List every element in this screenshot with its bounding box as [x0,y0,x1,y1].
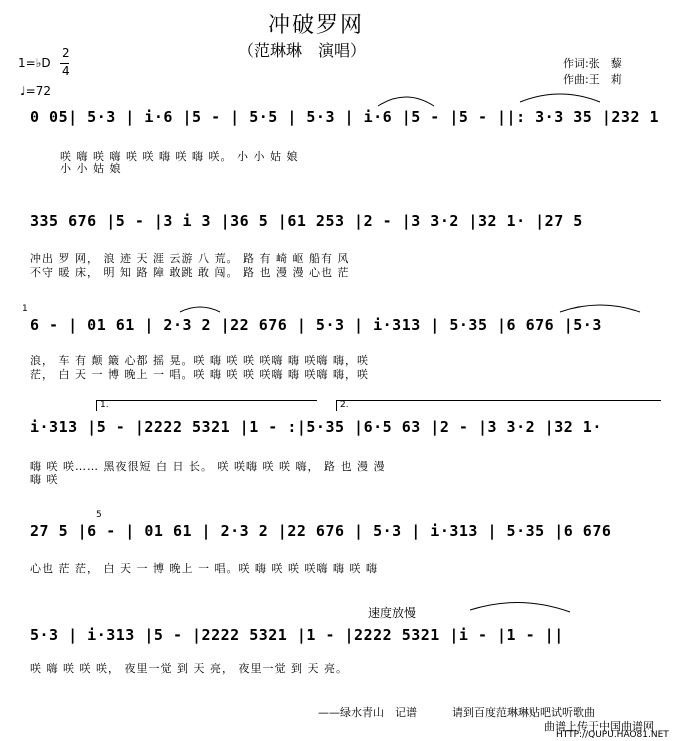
tempo-marking: ♩=72 [20,84,51,98]
lyrics-verse-2: 嗨 咲 [30,473,59,486]
time-signature-bottom: 4 [62,64,70,78]
slur-arc [520,94,600,102]
small-note-marker: 5 [96,510,102,520]
notation-line: i·313 |5 - |2222 5321 |1 - :|5·35 |6·5 63 |2 - |3 3·2 |32 1· [30,418,602,436]
tempo-change-marking: 速度放慢 [368,606,417,620]
volta-1-label: 1. [100,400,109,410]
slur-arc [560,305,640,312]
slur-arc [378,97,434,106]
key-signature: 1=♭D [18,56,51,70]
lyrics-verse-1: 嗨 咲 咲…… 黑夜很短 白 日 长。 咲 咲嗨 咲 咲 嗨， 路 也 漫 漫 [30,460,386,473]
slur-arc [470,602,570,612]
small-note-marker: 1 [22,304,28,314]
volta-2-label: 2. [340,400,349,410]
lyrics-verse-2: 小 小 姑 娘 [60,162,122,175]
notation-line: 5·3 | i·313 |5 - |2222 5321 |1 - |2222 5321 |i - |1 - || [30,626,564,644]
lyrics-verse-1: 冲出 罗 网， 浪 迹 天 涯 云游 八 荒。 路 有 崎 岖 船有 风 [30,252,350,265]
lyricist-credit: 作词:张 藜 [563,57,622,70]
notation-line: 0 05| 5·3 | i·6 |5 - | 5·5 | 5·3 | i·6 |5 - |5 - ||: 3·3 35 |232 1 [30,108,660,126]
lyrics-verse-1: 咲 嗨 咲 嗨 咲 咲 嗨 咲 嗨 咲。 小 小 姑 娘 [60,150,299,163]
recorder-credit: ——绿水青山 记谱 [318,706,417,719]
composer-credit: 作曲:王 莉 [563,73,622,86]
notation-line: 27 5 |6 - | 01 61 | 2·3 2 |22 676 | 5·3 | i·313 | 5·35 |6 676 [30,522,612,540]
watermark-url: HTTP://QUPU.HAO81.NET [556,730,669,740]
notation-line: 335 676 |5 - |3 i 3 |36 5 |61 253 |2 - |3 3·2 |32 1· |27 5 [30,212,583,230]
song-subtitle: （范琳琳 演唱） [238,41,367,60]
song-title: 冲破罗网 [268,13,365,38]
notation-line: 6 - | 01 61 | 2·3 2 |22 676 | 5·3 | i·313 | 5·35 |6 676 |5·3 [30,316,602,334]
slur-arc [180,307,220,312]
watermark-text: 曲谱上传于中国曲谱网 [544,720,654,733]
lyrics-verse-2: 不守 暖 床， 明 知 路 障 敢跳 敢 闯。 路 也 漫 漫 心也 茫 [30,266,350,279]
lyrics-verse-1: 心也 茫 茫， 白 天 一 博 晚上 一 唱。咲 嗨 咲 咲 咲嗨 嗨 咲 嗨 [30,562,378,575]
lyrics-verse-1: 浪， 车 有 颠 簸 心都 摇 晃。咲 嗨 咲 咲 咲嗨 嗨 咲嗨 嗨，咲 [30,354,369,367]
lyrics-verse-2: 茫， 白 天 一 博 晚上 一 唱。咲 嗨 咲 咲 咲嗨 嗨 咲嗨 嗨，咲 [30,368,369,381]
listen-note: 请到百度范琳琳贴吧试听歌曲 [452,706,595,719]
time-signature-top: 2 [62,46,70,60]
lyrics-verse-1: 咲 嗨 咲 咲 咲， 夜里一觉 到 天 亮， 夜里一觉 到 天 亮。 [30,662,348,675]
